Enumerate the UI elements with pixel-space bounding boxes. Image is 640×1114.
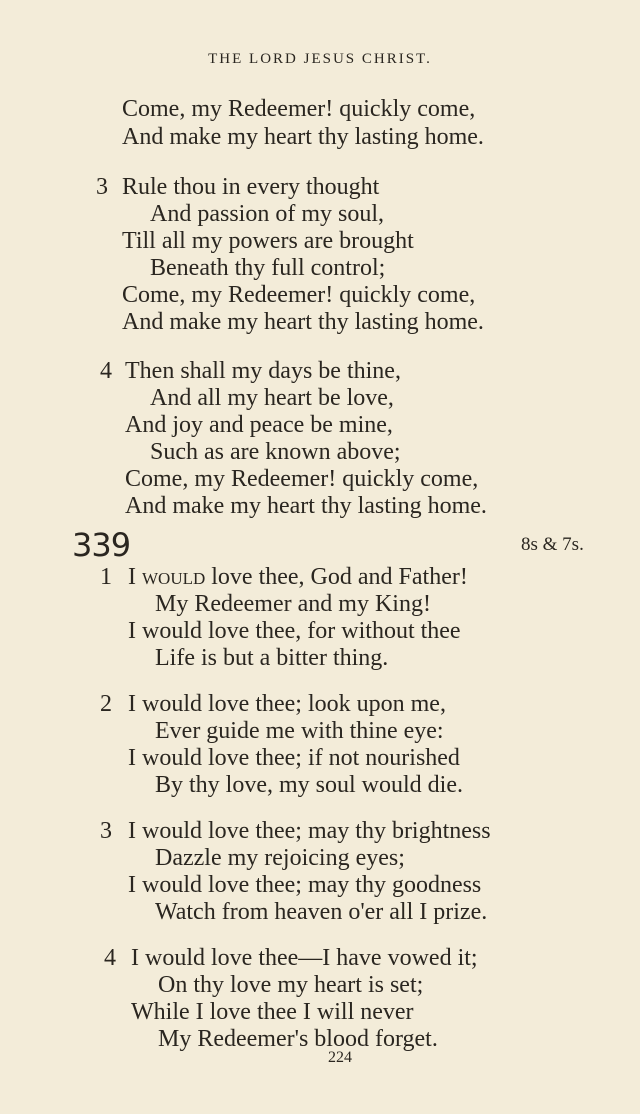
verse-line: Watch from heaven o'er all I prize. (155, 899, 488, 925)
first-word: I (128, 564, 136, 590)
stanza-number: 3 (100, 818, 112, 844)
verse-line: And passion of my soul, (150, 201, 384, 227)
verse-line: Beneath thy full control; (150, 255, 386, 281)
verse-line: I would love thee, for without thee (128, 618, 461, 644)
stanza-number: 3 (96, 174, 108, 200)
verse-line: And all my heart be love, (150, 385, 394, 411)
verse-line: Till all my powers are brought (122, 228, 414, 254)
verse-line: Ever guide me with thine eye: (155, 718, 444, 744)
small-caps-word: would (142, 564, 206, 590)
verse-line: On thy love my heart is set; (158, 972, 424, 998)
stanza-number: 4 (104, 945, 116, 971)
verse-line: Dazzle my rejoicing eyes; (155, 845, 405, 871)
stanza-number: 1 (100, 564, 112, 590)
stanza-number: 2 (100, 691, 112, 717)
verse-line: Life is but a bitter thing. (155, 645, 389, 671)
verse-line: I would love thee; may thy brightness (128, 818, 491, 844)
verse-line: My Redeemer's blood forget. (158, 1026, 438, 1052)
verse-line: By thy love, my soul would die. (155, 772, 463, 798)
verse-line: And joy and peace be mine, (125, 412, 393, 438)
verse-line: Come, my Redeemer! quickly come, (122, 282, 476, 308)
verse-line: Rule thou in every thought (122, 174, 380, 200)
hymn-number: 339 (72, 526, 131, 564)
verse-line: I would love thee—I have vowed it; (131, 945, 478, 971)
verse-line (128, 563, 468, 591)
verse-line: Come, my Redeemer! quickly come, (125, 466, 479, 492)
verse-line: My Redeemer and my King! (155, 591, 431, 617)
first-line-rest: love thee, God and Father! (205, 564, 468, 590)
verse-line: And make my heart thy lasting home. (125, 493, 487, 519)
verse-line: I would love thee; look upon me, (128, 691, 446, 717)
verse-line: Such as are known above; (150, 439, 401, 465)
verse-line: I would love thee; if not nourished (128, 745, 460, 771)
running-header: THE LORD JESUS CHRIST. (208, 51, 432, 67)
page-number: 224 (328, 1049, 352, 1066)
verse-line: While I love thee I will never (131, 999, 414, 1025)
verse-line: And make my heart thy lasting home. (122, 309, 484, 335)
stanza-number: 4 (100, 358, 112, 384)
verse-line: And make my heart thy lasting home. (122, 124, 484, 150)
verse-line: Then shall my days be thine, (125, 358, 401, 384)
verse-line: Come, my Redeemer! quickly come, (122, 96, 476, 122)
hymn-meter: 8s & 7s. (521, 534, 584, 555)
verse-line: I would love thee; may thy goodness (128, 872, 482, 898)
